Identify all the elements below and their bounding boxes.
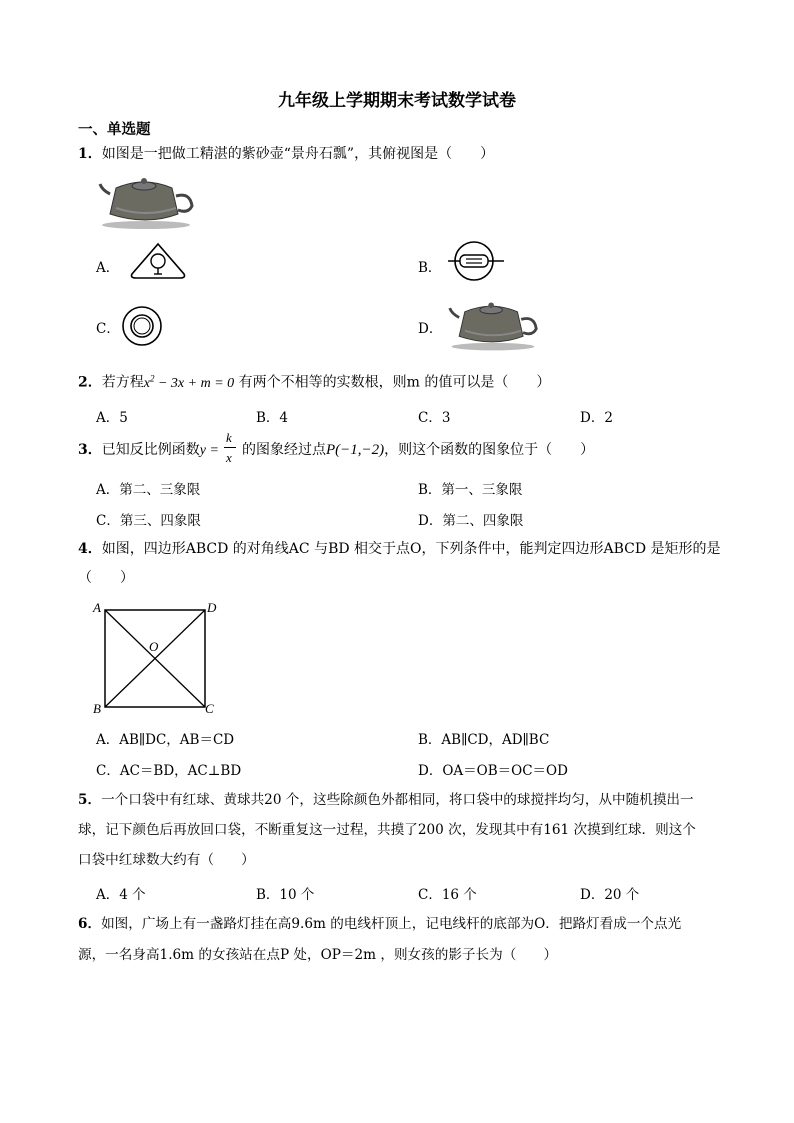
option-d[interactable]: D．第二、四象限: [418, 513, 524, 529]
page-title: 九年级上学期期末考试数学试卷: [278, 91, 516, 111]
question-5-line3: 口袋中红球数大约有（ ）: [78, 852, 255, 868]
question-1: [78, 144, 494, 164]
equation-var: x: [143, 375, 150, 391]
question-text: 如图是一把做工精湛的紫砂壶“景舟石瓢”，其俯视图是（ ）: [101, 146, 495, 162]
question-5-line2: 球，记下颜色后再放回口袋，不断重复这一过程，共摸了200 次，发现其中有161 次摸到红球．则这个: [78, 822, 696, 838]
option-a[interactable]: A．: [96, 260, 120, 276]
option-b[interactable]: B．10 个: [256, 887, 315, 903]
option-c[interactable]: C．16 个: [418, 887, 477, 903]
question-text-tail: 有两个不相等的实数根，则m 的值可以是（ ）: [238, 374, 551, 391]
question-number: 6．: [78, 916, 102, 932]
question-6-line2: 源，一名身高1.6m 的女孩站在点P 处，OP＝2m ，则女孩的影子长为（ ）: [78, 947, 558, 963]
label-a: A: [93, 600, 101, 615]
label-d: D: [207, 600, 217, 615]
point-p: P(−1,−2): [326, 442, 385, 458]
option-b[interactable]: B．AB∥CD，AD∥BC: [418, 732, 550, 748]
question-text-mid: 的图象经过点: [242, 442, 326, 458]
option-c-figure: [120, 304, 164, 348]
question-number: 3．: [78, 442, 102, 458]
question-number: 1．: [78, 146, 102, 162]
question-number: 4．: [78, 541, 102, 557]
option-b[interactable]: B．第一、三象限: [418, 482, 523, 498]
option-c[interactable]: C．第三、四象限: [96, 513, 201, 529]
label-o: O: [149, 639, 159, 654]
question-number: 5．: [78, 792, 102, 808]
equation-exponent: 2: [149, 373, 155, 383]
fraction-bar: [224, 447, 236, 448]
option-d[interactable]: D．2: [580, 410, 613, 426]
question-number: 2．: [78, 374, 102, 391]
option-c[interactable]: C．AC＝BD，AC⊥BD: [96, 763, 242, 779]
option-b[interactable]: B．: [418, 260, 442, 276]
question-4-blank: （ ）: [78, 570, 134, 586]
option-d[interactable]: D．: [418, 321, 443, 337]
question-text: 已知反比例函数: [101, 442, 200, 458]
option-b[interactable]: B．4: [256, 410, 289, 426]
option-d[interactable]: D．20 个: [580, 887, 640, 903]
question-4: [78, 539, 721, 559]
option-b-figure: [444, 238, 508, 284]
option-c[interactable]: C．: [96, 321, 120, 337]
question-3: [78, 440, 219, 461]
equation-rest: − 3x + m = 0: [154, 375, 235, 391]
option-d[interactable]: D．OA＝OB＝OC＝OD: [418, 763, 568, 779]
question-text: 如图，四边形ABCD 的对角线AC 与BD 相交于点O，下列条件中，能判定四边形ABCD 是矩形的是: [101, 541, 721, 557]
option-a[interactable]: A．AB∥DC，AB＝CD: [96, 732, 235, 748]
option-a[interactable]: A．第二、三象限: [96, 482, 201, 498]
option-c[interactable]: C．3: [418, 410, 451, 426]
question-5: [78, 790, 694, 810]
question-text: 若方程: [101, 374, 144, 391]
question-6: [78, 914, 681, 934]
question-2: [78, 368, 550, 394]
teapot-image: [96, 174, 196, 230]
label-c: C: [205, 701, 214, 716]
equation: [143, 373, 235, 391]
function-lhs: y =: [199, 443, 219, 458]
option-a[interactable]: A．5: [96, 410, 128, 426]
question-text: 一个口袋中有红球、黄球共20 个，这些除颜色外都相同，将口袋中的球搅拌均匀，从中随机摸出一: [101, 792, 694, 808]
question-3-cont: [242, 440, 594, 460]
fraction-numerator: k: [226, 430, 232, 445]
question-text: 如图，广场上有一盏路灯挂在高9.6m 的电线杆顶上，记电线杆的底部为O．把路灯看成一个点光: [101, 916, 682, 932]
option-a[interactable]: A．4 个: [96, 887, 146, 903]
section-heading: 一、单选题: [78, 122, 151, 138]
rectangle-abcd-figure: [88, 598, 228, 720]
option-a-figure: [124, 240, 192, 282]
option-d-teapot-figure: [446, 296, 540, 354]
fraction-denominator: x: [226, 450, 232, 465]
label-b: B: [93, 701, 101, 716]
question-text-tail: ，则这个函数的图象位于（ ）: [384, 442, 595, 458]
